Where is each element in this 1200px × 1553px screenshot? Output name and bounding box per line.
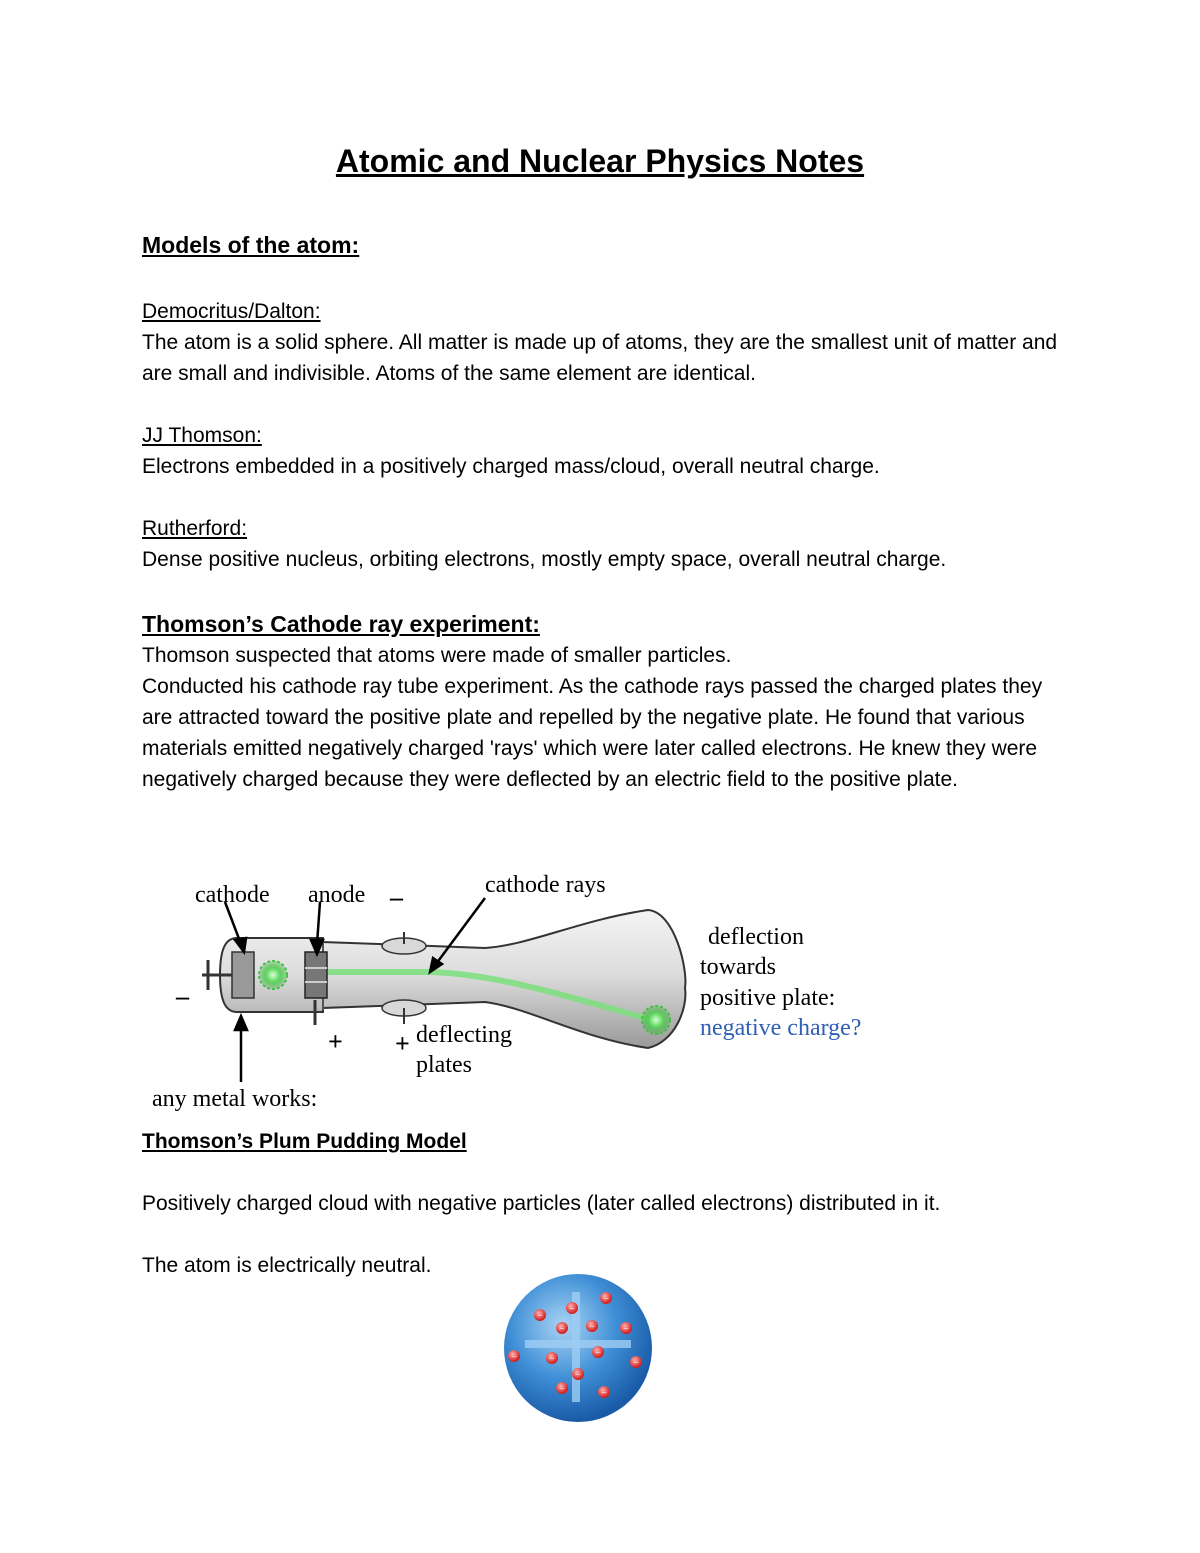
cathode-line2: Conducted his cathode ray tube experiment. As the cathode rays passed the charged plates they are attracted toward the positive plate and repelled by the negative plate. He found that various materials emitted negatively charged 'rays' which were later called electrons. He knew they were negatively charged because they were deflected by an electric field to the positive plate. <box>142 675 1043 791</box>
label-anode: anode <box>308 882 366 908</box>
screen-glow <box>642 1006 670 1034</box>
cathode-heading: Thomson’s Cathode ray experiment: <box>142 611 540 637</box>
label-plus-anode: + <box>328 1027 343 1056</box>
label-minus-left: – <box>176 982 189 1011</box>
electron-sign-6: – <box>549 1353 555 1363</box>
plum-pudding-diagram <box>500 1270 656 1426</box>
label-any-metal: any metal works: <box>152 1086 318 1112</box>
electron-sign-4: – <box>559 1323 565 1333</box>
rutherford-text: Dense positive nucleus, orbiting electrons, mostly empty space, overall neutral charge. <box>142 548 947 571</box>
cathode-ray-diagram <box>140 860 910 1120</box>
cathode-electrode <box>232 952 254 998</box>
label-positive-plate: positive plate: <box>700 985 836 1011</box>
thomson-text: Electrons embedded in a positively charged mass/cloud, overall neutral charge. <box>142 455 880 478</box>
label-plates: plates <box>416 1052 472 1078</box>
label-cathode-rays: cathode rays <box>485 872 606 898</box>
electron-sign-13: – <box>601 1387 607 1397</box>
label-negative-charge: negative charge? <box>700 1015 862 1041</box>
anode-electrode <box>305 952 327 998</box>
democritus-text: The atom is a solid sphere. All matter is made up of atoms, they are the smallest unit of matter and are small and indivisible. Atoms of the same element are identical. <box>142 331 1058 385</box>
electron-sign-9: – <box>511 1351 517 1361</box>
electron-sign-8: – <box>595 1347 601 1357</box>
electron-sign-1: – <box>537 1310 543 1320</box>
label-towards: towards <box>700 954 776 980</box>
cathode-glow <box>259 961 287 989</box>
plum-heading: Thomson’s Plum Pudding Model <box>142 1130 467 1153</box>
label-cathode: cathode <box>195 882 270 908</box>
models-heading: Models of the atom: <box>142 232 360 258</box>
thomson-label: JJ Thomson: <box>142 424 262 447</box>
electron-sign-3: – <box>603 1293 609 1303</box>
label-plus-plate: + <box>395 1029 410 1058</box>
plum-text1: Positively charged cloud with negative particles (later called electrons) distributed in it. <box>142 1192 941 1215</box>
plum-text2: The atom is electrically neutral. <box>142 1254 432 1277</box>
rutherford-label: Rutherford: <box>142 517 248 540</box>
label-minus-top: – <box>390 883 403 912</box>
electron-sign-2: – <box>569 1303 575 1313</box>
democritus-label: Democritus/Dalton: <box>142 300 321 323</box>
page-title: Atomic and Nuclear Physics Notes <box>335 143 865 179</box>
electron-sign-11: – <box>575 1369 581 1379</box>
cathode-line1: Thomson suspected that atoms were made of smaller particles. <box>142 644 732 667</box>
electron-sign-7: – <box>623 1323 629 1333</box>
label-deflecting: deflecting <box>416 1022 512 1048</box>
electron-sign-5: – <box>589 1321 595 1331</box>
label-deflection: deflection <box>708 924 804 950</box>
electron-sign-10: – <box>633 1357 639 1367</box>
electron-sign-12: – <box>559 1383 565 1393</box>
